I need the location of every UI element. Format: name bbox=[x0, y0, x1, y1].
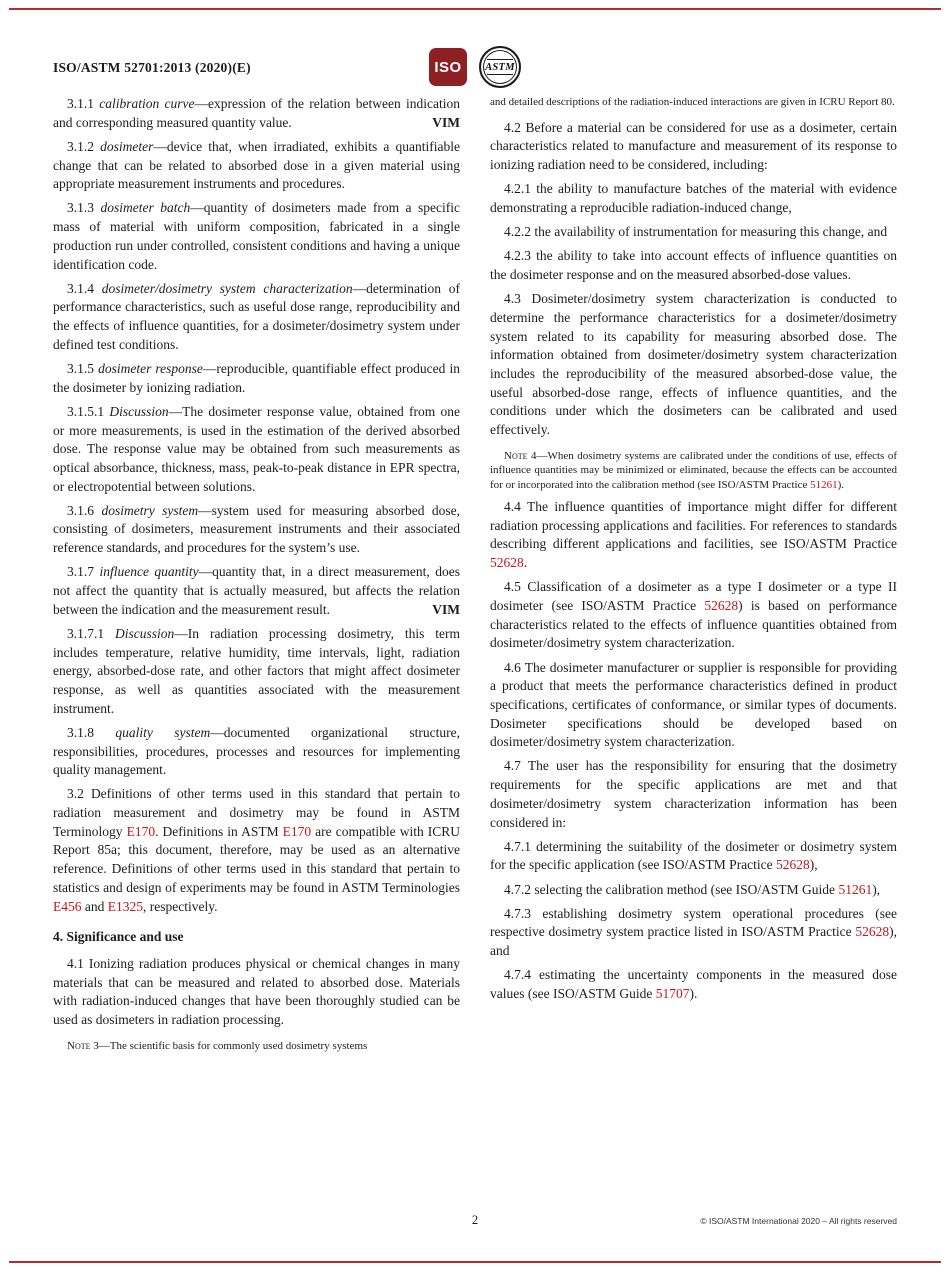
text-run: . bbox=[523, 555, 528, 571]
text-run: . Definitions in ASTM bbox=[155, 823, 283, 839]
text-run: 3.1.5.1 bbox=[67, 403, 110, 419]
para-3-1-1 bbox=[53, 95, 460, 132]
text-run: 3.1.7 bbox=[67, 564, 100, 580]
reference-link-51707[interactable]: 51707 bbox=[655, 986, 690, 1001]
copyright-notice: © ISO/ASTM International 2020 – All rights reserved bbox=[700, 1216, 897, 1226]
text-run: and bbox=[81, 898, 108, 914]
text-run: 4.6 The dosimeter manufacturer or supplier is responsible for providing a product that meets the performance characteristics defined in product specifications, certificates of conformance, or similar types of documents. Dosimeter specifications should be developed based on dosimeter/dosimetry system characterization. bbox=[490, 659, 897, 750]
text-run: ) is based on performance characteristics related to the effects of influence quantities obtained from dosimeter/dosimetry system characterization. bbox=[490, 597, 897, 651]
para-4-4 bbox=[490, 498, 897, 573]
text-run: Note 4 bbox=[504, 449, 537, 462]
text-run: —device that, when irradiated, exhibits a quantifiable change that can be related to absorbed dose in a given material using appropriate measurement instruments and procedures. bbox=[53, 138, 460, 192]
text-run: calibration curve bbox=[99, 96, 195, 111]
para-4-1 bbox=[53, 955, 460, 1030]
iso-logo-icon bbox=[429, 48, 467, 86]
text-run: —documented organizational structure, responsibilities, procedures, processes and resources for implementing quality management. bbox=[53, 724, 460, 778]
iso-logo-label: ISO bbox=[434, 58, 462, 76]
para-3-1-2 bbox=[53, 138, 460, 194]
reference-link-51261[interactable]: 51261 bbox=[838, 881, 873, 897]
left-column bbox=[53, 95, 460, 1059]
para-3-1-4 bbox=[53, 280, 460, 355]
text-run: 4.2.1 the ability to manufacture batches of the material with evidence demonstrating a reproducible radiation-induced change, bbox=[490, 181, 897, 215]
para-4-7-4 bbox=[490, 966, 897, 1003]
text-run: dosimeter/dosimetry system characterization bbox=[101, 280, 353, 296]
text-run: 4. Significance and use bbox=[53, 929, 184, 945]
note-3-continuation bbox=[490, 95, 897, 110]
para-3-1-5 bbox=[53, 360, 460, 397]
text-run: 3.1.4 bbox=[67, 280, 102, 296]
para-3-1-5-1 bbox=[53, 403, 460, 496]
standard-designation: ISO/ASTM 52701:2013 (2020)(E) bbox=[53, 60, 251, 75]
para-4-7-1 bbox=[490, 838, 897, 875]
reference-link-52628[interactable]: 52628 bbox=[776, 857, 810, 873]
right-column bbox=[490, 95, 897, 1059]
text-run: 3.1.8 bbox=[67, 724, 116, 740]
para-4-7 bbox=[490, 757, 897, 832]
text-run: 4.7.4 estimating the uncertainty components in the measured dose values (see ISO/ASTM Guide bbox=[490, 967, 897, 1001]
astm-logo-label: ASTM bbox=[485, 61, 515, 73]
text-run: dosimetry system bbox=[101, 502, 199, 518]
text-run: 4.7.2 selecting the calibration method (see ISO/ASTM Guide bbox=[504, 881, 839, 897]
reference-link-52628[interactable]: 52628 bbox=[490, 555, 524, 571]
text-run: are compatible with ICRU Report 85a; this document, therefore, may be used as an alternative reference. Definitions of other terms used in this standard that pertain to statistics and design of experiments may be found in ASTM Terminologies bbox=[53, 823, 461, 895]
text-run: 3.1.7.1 bbox=[67, 625, 116, 641]
text-run: Discussion bbox=[115, 625, 175, 641]
text-run: Discussion bbox=[109, 403, 169, 419]
text-run: 3.1.3 bbox=[67, 200, 101, 216]
text-run: —The scientific basis for commonly used dosimetry systems bbox=[98, 1039, 368, 1052]
text-run: dosimeter response bbox=[98, 360, 203, 376]
para-4-5 bbox=[490, 578, 897, 653]
text-run: —determination of performance characteristics, such as useful dose range, reproducibility and the effects of influence quantities, for a dosimeter/dosimetry system under defined test conditions. bbox=[53, 280, 460, 352]
reference-link-E170[interactable]: E170 bbox=[126, 823, 156, 839]
text-run: dosimeter batch bbox=[100, 200, 191, 216]
top-border-rule bbox=[9, 8, 941, 10]
heading-4 bbox=[53, 928, 460, 947]
text-run: 4.7.1 determining the suitability of the dosimeter or dosimetry system for the specific application (see ISO/ASTM Practice bbox=[490, 838, 897, 873]
text-run: ), bbox=[872, 881, 881, 897]
reference-link-51261[interactable]: 51261 bbox=[810, 478, 838, 491]
reference-link-E456[interactable]: E456 bbox=[53, 898, 82, 914]
text-run: —expression of the relation between indication and corresponding measured quantity value. bbox=[53, 96, 461, 130]
text-run: 3.1.2 bbox=[67, 138, 101, 154]
page-number: 2 bbox=[471, 1213, 479, 1227]
header-logos bbox=[429, 46, 521, 88]
para-4-7-2 bbox=[490, 881, 897, 900]
text-run: 4.2 Before a material can be considered for use as a dosimeter, certain characteristics related to manufacture and measurement of its response to ionizing radiation need to be considered, including: bbox=[490, 119, 897, 172]
reference-link-52628[interactable]: 52628 bbox=[855, 924, 890, 940]
para-4-2-3 bbox=[490, 247, 897, 284]
text-run: Note 3 bbox=[67, 1039, 99, 1052]
text-run: ). bbox=[689, 986, 698, 1001]
text-run: 4.1 Ionizing radiation produces physical or chemical changes in many materials that can be measured and related to absorbed dose. Materials with radiation-induced changes that have been thoroughly studied can be used as dosimeters in radiation processing. bbox=[53, 955, 460, 1027]
para-4-6 bbox=[490, 659, 897, 752]
para-3-1-7 bbox=[53, 563, 460, 619]
text-run: ). bbox=[837, 478, 845, 491]
text-run: 4.5 Classification of a dosimeter as a type I dosimeter or a type II dosimeter (see ISO/ASTM Practice bbox=[490, 579, 897, 613]
text-run: dosimeter bbox=[100, 138, 154, 154]
text-run: —reproducible, quantifiable effect produced in the dosimeter by ionizing radiation. bbox=[53, 360, 460, 395]
reference-link-E170[interactable]: E170 bbox=[282, 823, 312, 839]
para-3-1-7-1 bbox=[53, 625, 460, 718]
text-run: —When dosimetry systems are calibrated under the conditions of use, effects of influence quantities may be minimized or eliminated, because the effects can be accounted for or incorporated into the calibration method (see ISO/ASTM Practice bbox=[490, 449, 897, 491]
astm-logo-icon bbox=[479, 46, 521, 88]
text-run: 3.2 Definitions of other terms used in this standard that pertain to radiation measurement and dosimetry may be found in ASTM Terminology bbox=[53, 786, 460, 839]
note-3 bbox=[53, 1039, 460, 1054]
bottom-border-rule bbox=[9, 1261, 941, 1263]
para-3-1-6 bbox=[53, 502, 460, 558]
text-run: 4.3 Dosimeter/dosimetry system characterization is conducted to determine the performance characteristics for a dosimeter/dosimetry system related to its capability for measuring absorbed dose. The information obtained from dosimeter/dosimetry system characterization includes the reproducibility of the measured absorbed-dose value, the useful absorbed-dose range, effects of influence quantities, and the conditions under which the dosimeters can be calibrated and used effectively. bbox=[490, 291, 897, 437]
text-run: , respectively. bbox=[143, 898, 218, 914]
reference-link-52628[interactable]: 52628 bbox=[704, 597, 739, 613]
text-run: 4.7 The user has the responsibility for ensuring that the dosimetry requirements for the specific applications are met and that dosimeter/dosimetry system characterization information has been considered in: bbox=[490, 758, 897, 830]
para-3-2 bbox=[53, 785, 460, 916]
text-run: —system used for measuring absorbed dose, consisting of dosimeters, measurement instruments and their associated reference standards, and procedures for the system’s use. bbox=[53, 502, 461, 556]
text-run: —quantity of dosimeters made from a specific mass of material with uniform composition, fabricated in a single production run under controlled, consistent conditions and having a unique identification code. bbox=[53, 200, 460, 272]
para-4-2 bbox=[490, 119, 897, 175]
text-run: ), bbox=[809, 857, 818, 873]
note-4 bbox=[490, 449, 897, 493]
text-run: 3.1.6 bbox=[67, 502, 102, 518]
para-3-1-3 bbox=[53, 199, 460, 274]
text-run: and detailed descriptions of the radiation-induced interactions are given in ICRU Report 80. bbox=[490, 96, 895, 108]
text-run: 4.7.3 establishing dosimetry system operational procedures (see respective dosimetry system practice listed in ISO/ASTM Practice bbox=[490, 905, 897, 940]
para-3-1-8 bbox=[53, 724, 460, 780]
text-run: —quantity that, in a direct measurement, does not affect the quantity that is actually measured, but affects the relation between the indication and the measurement result. bbox=[53, 564, 460, 617]
text-run: ), and bbox=[490, 924, 897, 959]
text-run: 4.2.3 the ability to take into account effects of influence quantities on the dosimeter response and on the measured absorbed-dose values. bbox=[490, 248, 897, 282]
text-run: —The dosimeter response value, obtained from one or more measurements, is used in the estimation of the derived absorbed dose. The response value may be obtained from such measurements as optical absorbance, thickness, mass, peak-to-peak distance in EPR spectra, or electropotential between solutions. bbox=[53, 403, 460, 494]
para-4-2-2 bbox=[490, 223, 897, 242]
para-4-7-3 bbox=[490, 905, 897, 961]
text-run: quality system bbox=[115, 724, 211, 740]
text-run: VIM bbox=[432, 114, 460, 130]
text-run: 3.1.1 bbox=[67, 96, 100, 111]
text-run: 3.1.5 bbox=[67, 360, 99, 376]
para-4-2-1 bbox=[490, 180, 897, 217]
text-run: 4.4 The influence quantities of importance might differ for different radiation processing applications and facilities. For references to standards describing different applications and facilities, see ISO/ASTM Practice bbox=[490, 499, 897, 552]
reference-link-E1325[interactable]: E1325 bbox=[107, 898, 143, 914]
text-run: —In radiation processing dosimetry, this term includes temperature, relative humidity, time intervals, light, radiation energy, absorbed-dose rate, and other factors that might affect dosimeter response, as well as quantities associated with the measurement instrument. bbox=[53, 625, 461, 716]
para-4-3 bbox=[490, 290, 897, 440]
text-run: VIM bbox=[432, 601, 460, 617]
document-body bbox=[53, 95, 897, 1059]
text-run: 4.2.2 the availability of instrumentation for measuring this change, and bbox=[504, 224, 888, 240]
text-run: influence quantity bbox=[99, 564, 199, 580]
